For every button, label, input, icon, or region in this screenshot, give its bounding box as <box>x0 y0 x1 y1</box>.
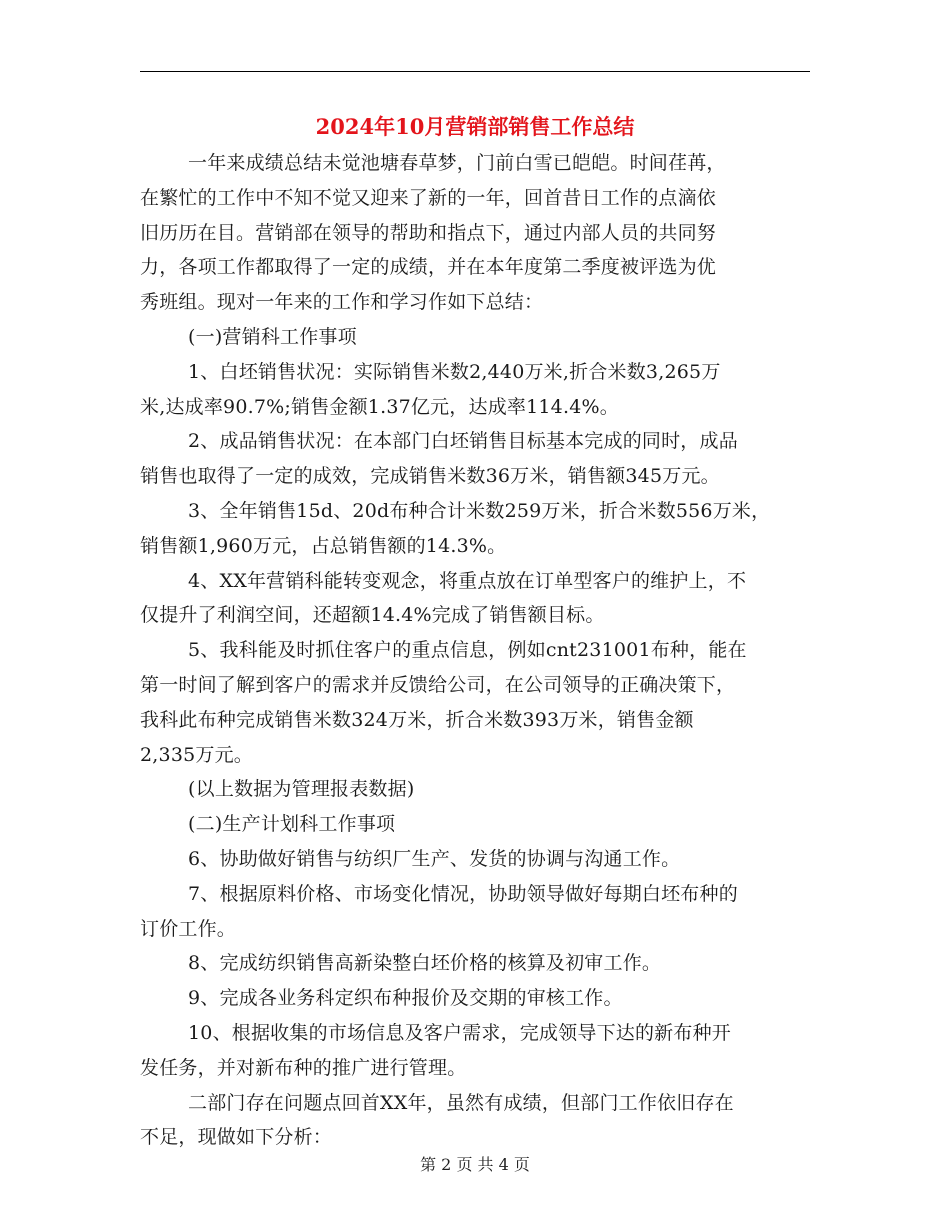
text-line: 1、白坯销售状况：实际销售米数2,440万米,折合米数3,265万 <box>188 360 721 383</box>
text-line: (以上数据为管理报表数据) <box>188 778 415 801</box>
text-line: 我科此布种完成销售米数324万米，折合米数393万米，销售金额 <box>140 708 694 731</box>
text-line: 在繁忙的工作中不知不觉又迎来了新的一年，回首昔日工作的点滴依 <box>140 186 717 209</box>
text-line: 3、全年销售15d、20d布种合计米数259万米，折合米数556万米， <box>188 499 771 522</box>
text-line: 不足，现做如下分析： <box>140 1126 333 1149</box>
text-line: 10、根据收集的市场信息及客户需求，完成领导下达的新布种开 <box>188 1021 731 1044</box>
header-rule <box>140 71 810 72</box>
text-line: 秀班组。现对一年来的工作和学习作如下总结： <box>140 291 544 314</box>
text-line: 力，各项工作都取得了一定的成绩，并在本年度第二季度被评选为优 <box>140 256 717 279</box>
text-line: 仅提升了利润空间，还超额14.4%完成了销售额目标。 <box>140 604 605 627</box>
text-line: 2,335万元。 <box>140 743 253 766</box>
text-line: 7、根据原料价格、市场变化情况，协助领导做好每期白坯布种的 <box>188 882 738 905</box>
text-line: 销售额1,960万元，占总销售额的14.3%。 <box>140 534 507 557</box>
text-line: (二)生产计划科工作事项 <box>188 813 396 836</box>
text-line: 第一时间了解到客户的需求并反馈给公司，在公司领导的正确决策下， <box>140 673 736 696</box>
text-line: 发任务，并对新布种的推广进行管理。 <box>140 1056 467 1079</box>
document-body <box>140 146 820 1155</box>
text-line: 8、完成纺织销售高新染整白坯价格的核算及初审工作。 <box>188 952 662 975</box>
text-line: 9、完成各业务科定织布种报价及交期的审核工作。 <box>188 987 623 1010</box>
page-number: 第 2 页 共 4 页 <box>420 1155 530 1174</box>
text-line: 订价工作。 <box>140 917 237 940</box>
text-line: 6、协助做好销售与纺织厂生产、发货的协调与沟通工作。 <box>188 847 681 870</box>
text-line: 二部门存在问题点回首XX年，虽然有成绩，但部门工作依旧存在 <box>188 1091 734 1114</box>
text-line: 2、成品销售状况：在本部门白坯销售目标基本完成的同时，成品 <box>188 430 738 453</box>
text-line: (一)营销科工作事项 <box>188 325 357 348</box>
text-line: 销售也取得了一定的成效，完成销售米数36万米，销售额345万元。 <box>140 465 720 488</box>
text-line: 旧历历在目。营销部在领导的帮助和指点下，通过内部人员的共同努 <box>140 221 717 244</box>
text-line: 米,达成率90.7%;销售金额1.37亿元，达成率114.4%。 <box>140 395 619 418</box>
text-line: 一年来成绩总结未觉池塘春草梦，门前白雪已皑皑。时间荏苒， <box>188 152 726 174</box>
document-title: 2024年10月营销部销售工作总结 <box>315 114 635 139</box>
text-line: 4、XX年营销科能转变观念，将重点放在订单型客户的维护上，不 <box>188 569 747 592</box>
text-line: 5、我科能及时抓住客户的重点信息，例如cnt231001布种，能在 <box>188 639 747 662</box>
